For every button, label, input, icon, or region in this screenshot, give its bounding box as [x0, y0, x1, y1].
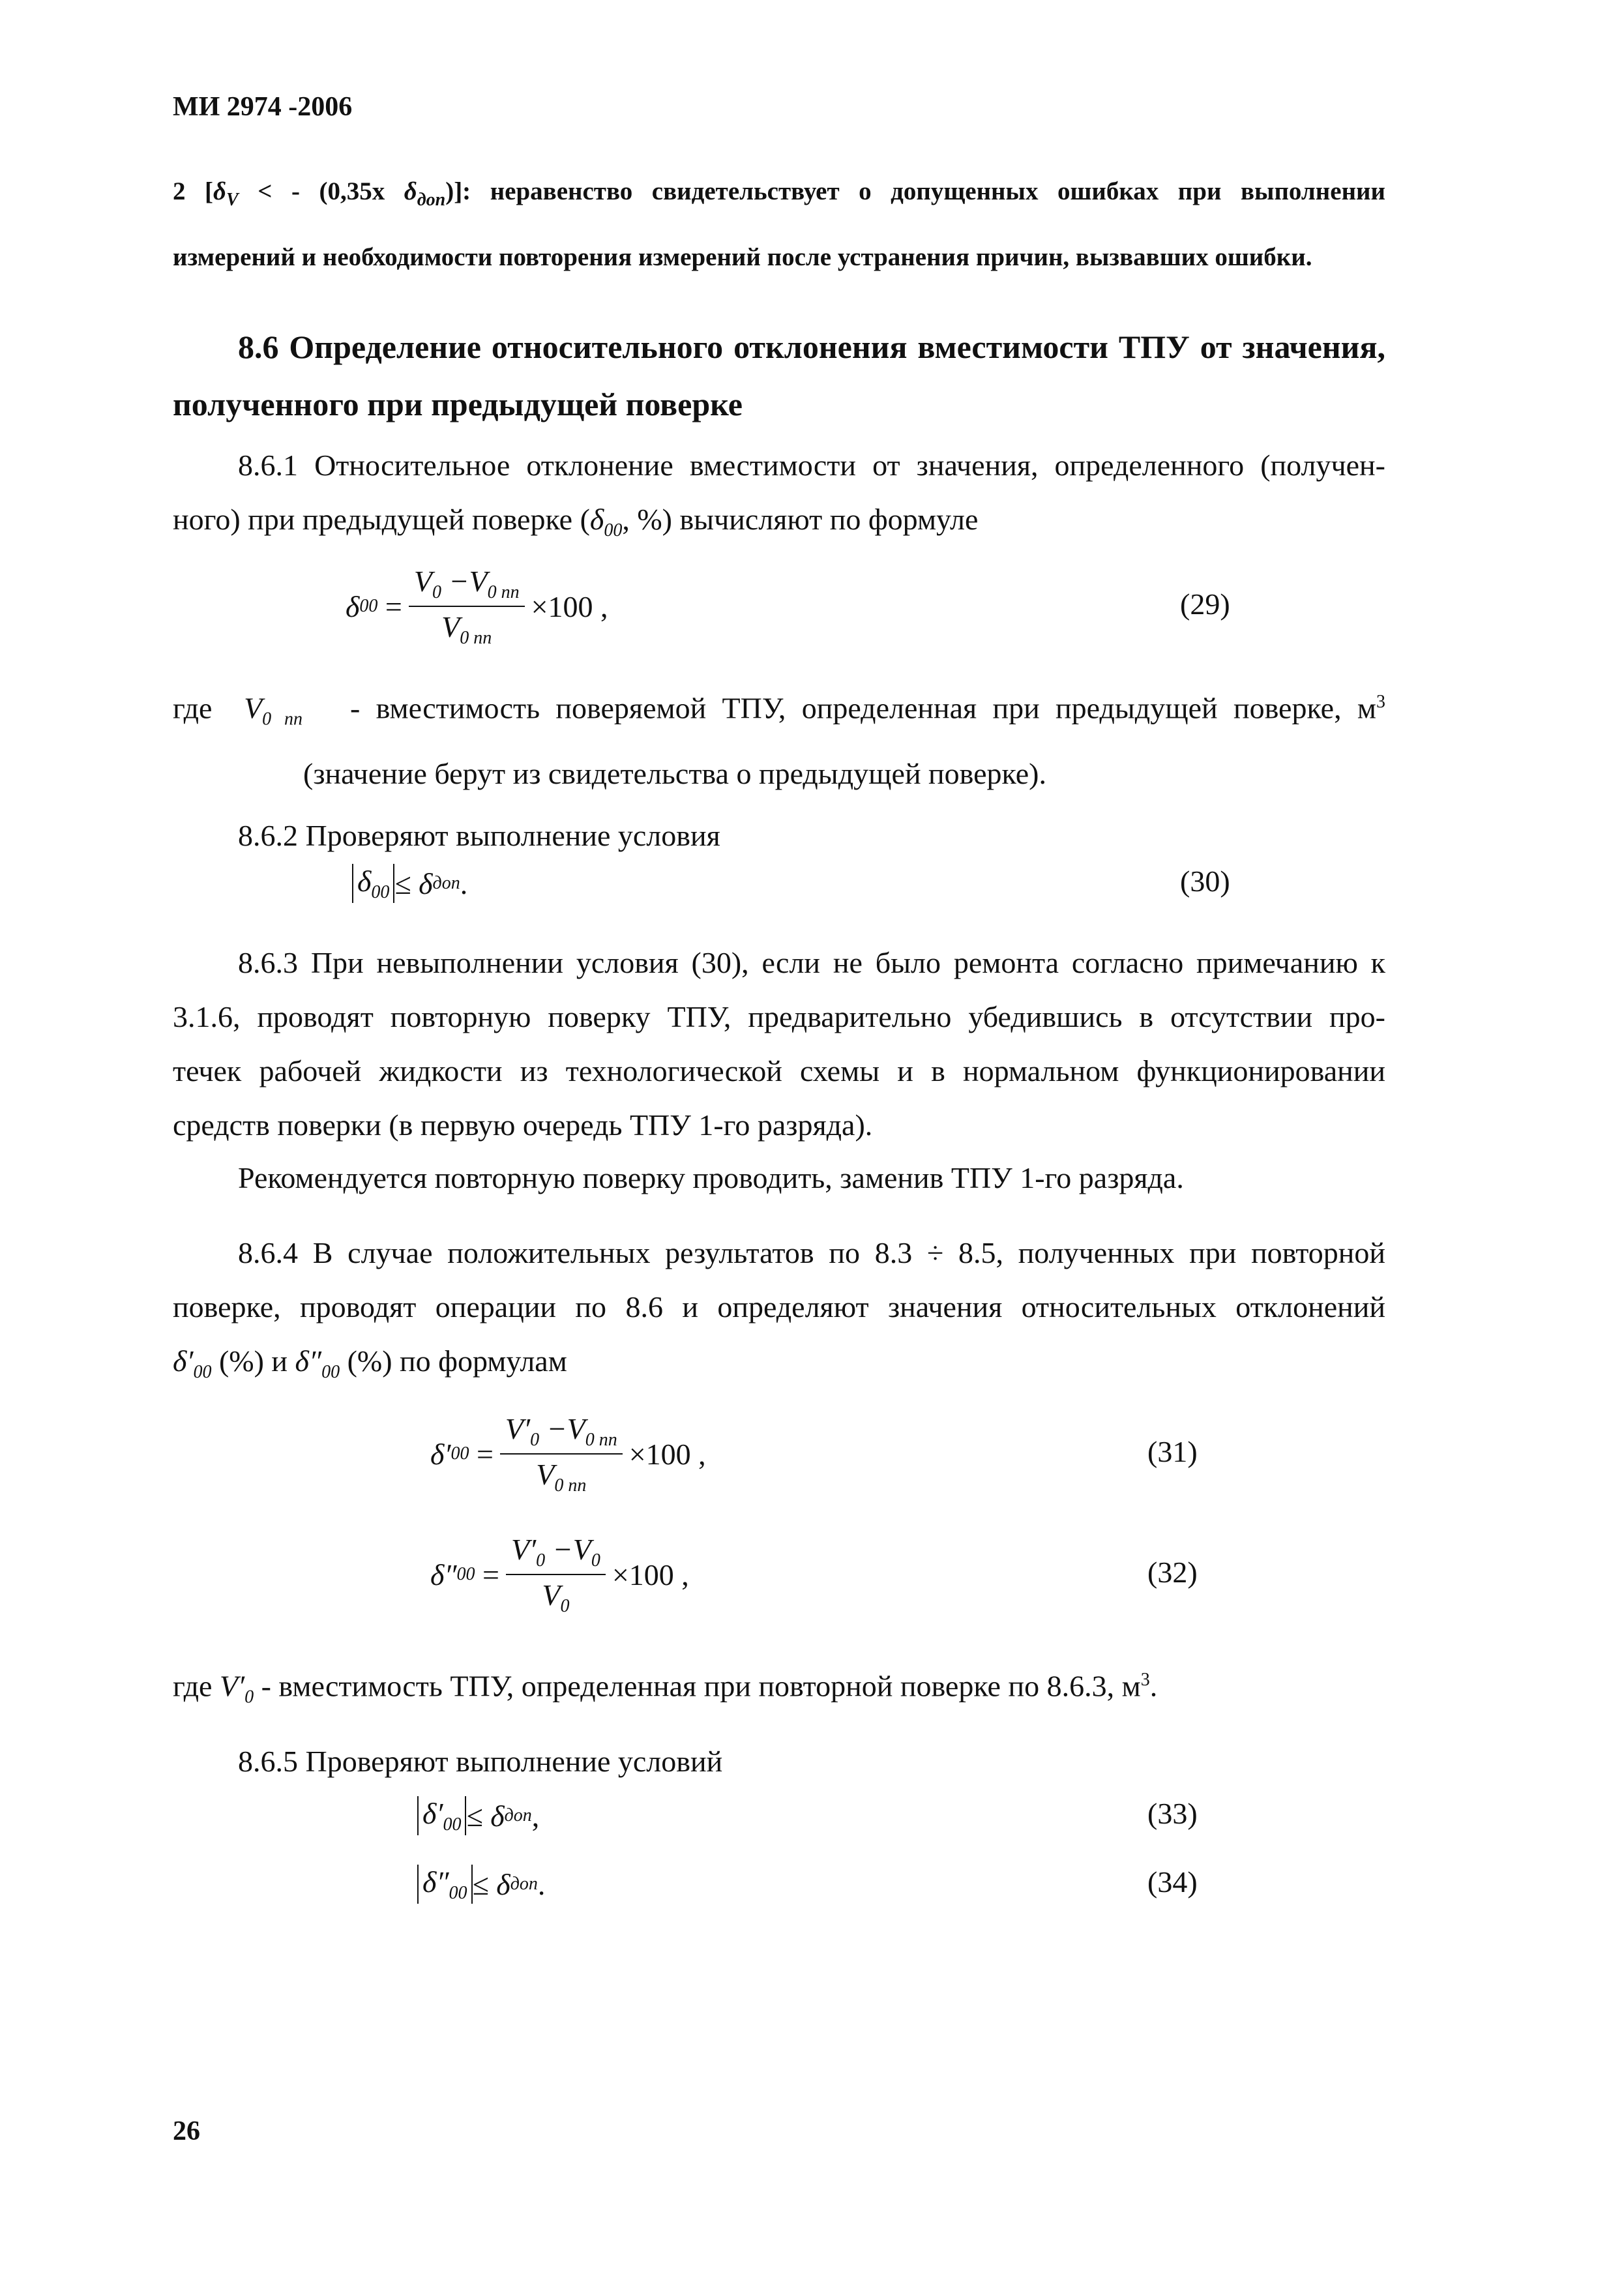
paragraph-8-6-1: 8.6.1 Относительное отклонение вместимости от значения, определенного (получен- ного) при предыдущей поверке ($\delta_{00}$, %) вычисляют по формуле — [173, 449, 1385, 541]
note-2-line-2: измерений и необходимости повторения измерений после устранения причин, вызвавших ошибки. — [173, 243, 1312, 271]
equation-number-33: (33) — [1147, 1797, 1198, 1830]
note-2 — [173, 163, 1385, 286]
equation-number-29: (29) — [1180, 587, 1230, 621]
page-number: 26 — [173, 2116, 200, 2146]
paragraph-8-6-3: 8.6.3 При невыполнении условия (30), если не было ремонта согласно примечанию к 3.1.6, проводят повторную поверку ТПУ, предварительно убедившись в отсутствии про- течек рабочей жидкости из технологической схемы и в нормальном функционировании средств поверки (в первую очередь ТПУ 1-го разряда). — [173, 946, 1385, 1142]
paragraph-recommendation: Рекомендуется повторную поверку проводить, заменив ТПУ 1-го разряда. — [238, 1161, 1184, 1194]
note-2-line-1: 2 [$\delta_V$ < - (0,35х $\delta_{доп}$)]: неравенство свидетельствует о допущенных ошибках при выполнении — [173, 177, 1385, 210]
equation-number-30: (30) — [1180, 865, 1230, 898]
formula-33: $\delta'_{00}$ ≤ δ доп , — [417, 1796, 539, 1835]
formula-29: δ 00 = $\frac{V_0 -V_{0 пп}}{V_{0 пп}}$ ×100 , — [346, 565, 608, 649]
where-29: где $V_{0 пп}$ - вместимость поверяемой ТПУ, определенная при предыдущей поверке, $м^3$ (значение берут из свидетельства о предыдущей поверке). — [173, 691, 1386, 790]
formula-34: $\delta''_{00}$ ≤ δ доп . — [417, 1865, 545, 1904]
equation-number-34: (34) — [1147, 1865, 1198, 1899]
formula-31: δ′ 00 = $\frac{V'_0 -V_{0 пп}}{V_{0 пп}}$ ×100 , — [430, 1412, 706, 1496]
equation-number-32: (32) — [1147, 1556, 1198, 1589]
where-32: где $V'_0$ - вместимость ТПУ, определенная при повторной поверке по 8.6.3, $м^3$. — [173, 1669, 1158, 1707]
paragraph-8-6-4: 8.6.4 В случае положительных результатов по 8.3 ÷ 8.5, полученных при повторной поверке, проводят операции по 8.6 и определяют значения относительных отклонений $\delta'_{00}$ (%) и $\delta''_{00}$ (%) по формулам — [173, 1236, 1385, 1383]
document-code: МИ 2974 -2006 — [173, 92, 353, 122]
paragraph-8-6-2: 8.6.2 Проверяют выполнение условия — [238, 819, 720, 852]
formula-30: $\delta_{00}$ ≤ δ доп . — [352, 864, 467, 903]
equation-number-31: (31) — [1147, 1435, 1198, 1468]
section-heading: 8.6 Определение относительного отклонения вместимости ТПУ от значения, полученного при предыдущей поверке — [173, 329, 1385, 422]
paragraph-8-6-5: 8.6.5 Проверяют выполнение условий — [238, 1745, 723, 1778]
formula-32: δ″ 00 = $\frac{V'_0 -V_0}{V_0}$ ×100 , — [430, 1533, 689, 1617]
